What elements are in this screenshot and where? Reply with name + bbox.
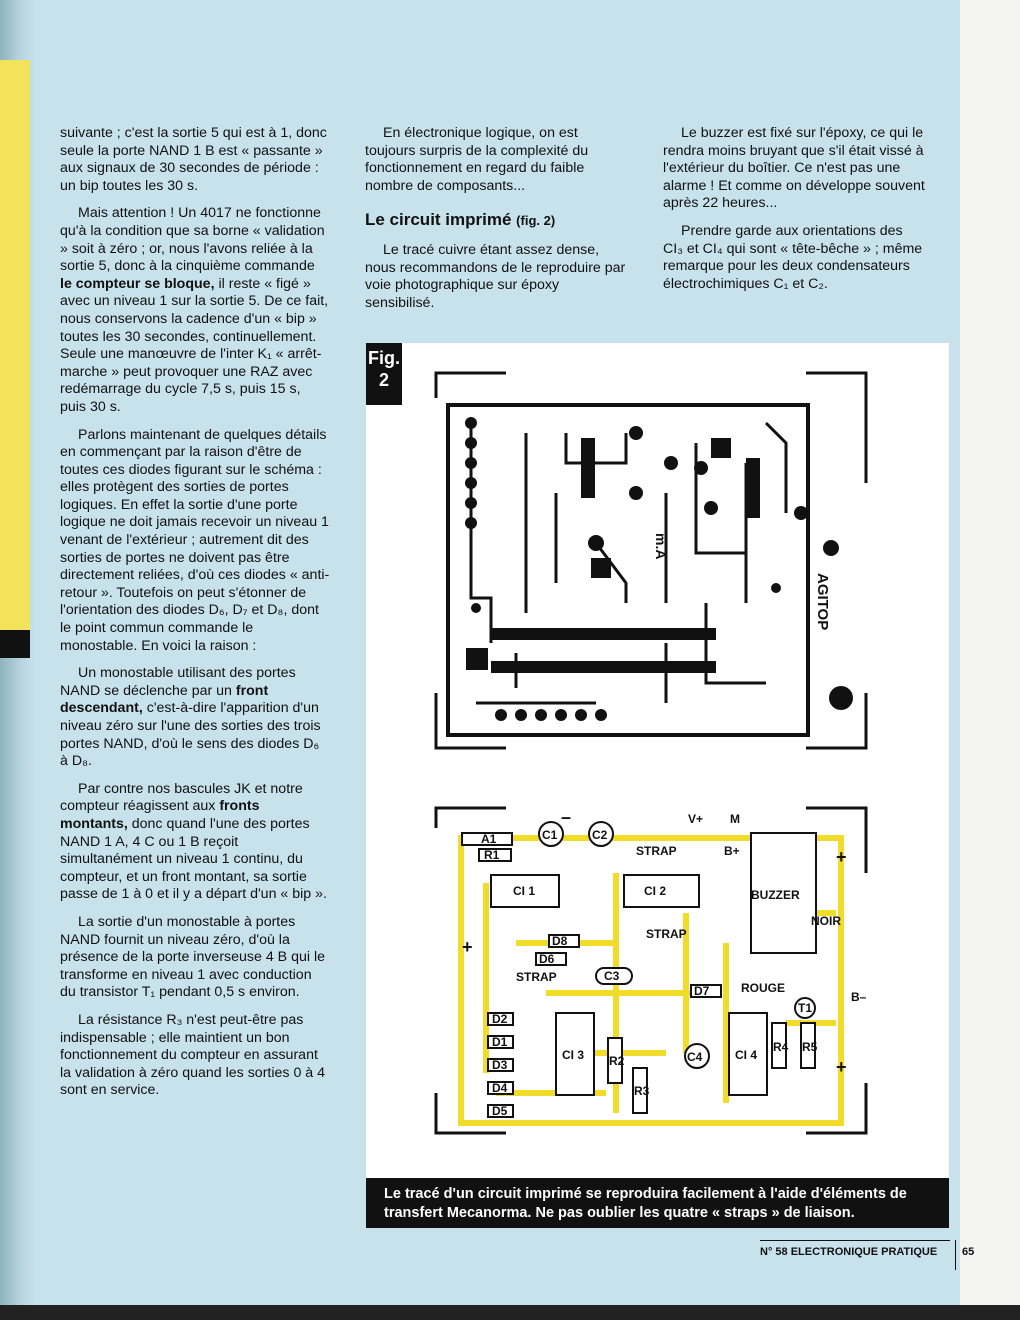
figure-caption: Le tracé d'un circuit imprimé se reproduira facilement à l'aide d'éléments de transfert Mecanorma. Ne pas oublier les quatre « straps » de liaison. (366, 1178, 949, 1228)
paragraph (60, 665, 330, 771)
text-run: Mais attention ! Un 4017 ne fonctionne qu'à la condition que sa borne « validation » soit à zéro ; or, nous l'avons reliée à la sortie 5, donc à la cinquième commande (60, 205, 325, 275)
paragraph: En électronique logique, on est toujours surpris de la complexité du fonctionnement en regard du faible nombre de composants... (365, 125, 589, 194)
label-noir: NOIR (811, 914, 841, 928)
label-minus: – (561, 807, 572, 827)
label-vplus: V+ (688, 812, 704, 826)
label-buzzer: BUZZER (751, 888, 800, 902)
label-bminus: B– (851, 990, 867, 1004)
bold-run: fronts montants, (60, 798, 260, 832)
text-column-1 (60, 125, 330, 1110)
paragraph: Prendre garde aux orientations des CI₃ et CI₄ qui sont « tête-bêche » ; même remarque pour les deux condensateurs électrochimiques C₁ et C₂. (663, 222, 923, 292)
label-bplus: B+ (724, 844, 740, 858)
text-run: c'est-à-dire l'apparition d'un niveau zéro sur l'une des sorties des trois portes NAND, d'où le sens des diodes D₆ à D₈. (60, 700, 321, 770)
label-ci4: CI 4 (735, 1048, 758, 1062)
text-run: il reste « figé » avec un niveau 1 sur la sortie 5. De ce fait, nous conservons la cadence d'un « bip » toutes les 30 secondes, continuellement. Seule une manœuvre de l'inter K₁ « arrêt-marche » peut provoquer une RAZ avec redémarrage du cycle 7,5 s, puis 15 s, puis 30 s. (60, 275, 329, 415)
label-t1: T1 (798, 1001, 813, 1015)
label-d4: D4 (492, 1081, 508, 1095)
label-d6: D6 (539, 952, 555, 966)
bold-run: le compteur se bloque, (60, 275, 215, 292)
page-right-edge (960, 0, 1020, 1320)
label-d2: D2 (492, 1012, 508, 1026)
label-d3: D3 (492, 1058, 508, 1072)
label-strap-3: STRAP (516, 970, 557, 984)
paragraph: suivante ; c'est la sortie 5 qui est à 1, donc seule la porte NAND 1 B est « passante » aux signaux de 30 secondes de période : un bip toutes les 30 s. (60, 125, 327, 194)
paragraph (60, 205, 330, 416)
label-c2: C2 (592, 828, 608, 842)
footer-magazine: N° 58 ELECTRONIQUE PRATIQUE (760, 1246, 938, 1258)
paragraph: Parlons maintenant de quelques détails en commençant par la raison d'être de toutes ces diodes figurant sur le schéma : elles protègent des sorties de portes logiques. En effet la sortie d'une porte logique ne doit jamais recevoir un niveau 1 venant de l'extérieur ; autrement dit des sorties de portes ne doivent pas être directement reliées, d'où ces diodes « anti-retour ». Toutefois on peut s'étonner de l'orientation des diodes D₆, D₇ et D₈, dont le point commun commande le monostable. En voici la raison : (60, 426, 330, 654)
label-c4: C4 (687, 1050, 703, 1064)
label-r2: R2 (609, 1054, 625, 1068)
label-m: M (730, 812, 740, 826)
paragraph: La résistance R₃ n'est peut-être pas indispensable ; elle maintient un bon fonctionnement du compteur en assurant la validation à zéro quand les sorties 0 à 4 sont en service. (60, 1011, 325, 1099)
label-c3: C3 (604, 969, 620, 983)
label-d5: D5 (492, 1104, 508, 1118)
label-a1: A1 (481, 832, 497, 846)
pcb-label-agitop: AGITOP (814, 573, 831, 631)
label-d1: D1 (492, 1035, 508, 1049)
pcb-component-layout (366, 793, 949, 1173)
edge-yellow-strip (0, 60, 30, 630)
text-column-2 (365, 125, 627, 322)
text-run: Par contre nos bascules JK et notre compteur réagissent aux (60, 780, 303, 815)
pcb-label-ma: m.A (653, 533, 669, 560)
paragraph (60, 781, 330, 904)
label-plus-left: + (462, 937, 473, 957)
label-r5: R5 (802, 1040, 818, 1054)
figure-tag (366, 343, 402, 405)
label-ci2: CI 2 (644, 884, 667, 898)
paragraph: Le buzzer est fixé sur l'époxy, ce qui le rendra moins bruyant que s'il était vissé à l'extérieur du boîtier. Ce n'est pas une alarme ! Et comme on développe souvent après 22 heures... (663, 125, 925, 212)
paragraph: Le tracé cuivre étant assez dense, nous recommandons de le reproduire par voie photographique sur époxy sensibilisé. (365, 241, 626, 311)
heading-text: Le circuit imprimé (365, 210, 512, 230)
label-r3: R3 (634, 1084, 650, 1098)
paragraph: La sortie d'un monostable à portes NAND fournit un niveau zéro, d'où la présence de la porte inverseuse 4 B qui le transforme en niveau 1 avec conduction du transistor T₁ pendant 0,5 s environ. (60, 913, 325, 1001)
heading-figure-ref: (fig. 2) (516, 213, 556, 229)
label-r4: R4 (773, 1040, 789, 1054)
label-c1: C1 (542, 828, 558, 842)
label-ci1: CI 1 (513, 884, 536, 898)
bold-run: front descendant, (60, 682, 269, 717)
edge-black-strip (0, 630, 30, 658)
figure-tag-label: Fig. (368, 348, 400, 368)
footer-rule (760, 1240, 950, 1241)
text-run: donc quand l'une des portes NAND 1 A, 4 C ou 1 B reçoit simultanément un niveau 1 continu, du compteur, et un front montant, sa sortie passe de 1 à 0 et il y a départ d'un « bip ». (60, 815, 327, 903)
label-d7: D7 (694, 984, 710, 998)
label-d8: D8 (552, 934, 568, 948)
bottom-scan-edge (0, 1305, 1020, 1320)
label-r1: R1 (484, 848, 500, 862)
figure-tag-number: 2 (378, 370, 389, 390)
text-run: Un monostable utilisant des portes NAND se déclenche par un (60, 665, 296, 699)
label-strap-2: STRAP (646, 927, 687, 941)
label-ci3: CI 3 (562, 1048, 585, 1062)
label-rouge: ROUGE (741, 981, 786, 995)
figure-2 (366, 343, 949, 1223)
label-strap-1: STRAP (636, 844, 677, 858)
label-plus-right: + (836, 847, 847, 867)
section-heading (365, 211, 627, 230)
footer-divider (955, 1240, 956, 1270)
pcb-copper-trace (366, 343, 949, 783)
label-plus-bottom: + (836, 1057, 847, 1077)
page-number: 65 (962, 1246, 975, 1258)
text-column-3 (663, 125, 925, 303)
